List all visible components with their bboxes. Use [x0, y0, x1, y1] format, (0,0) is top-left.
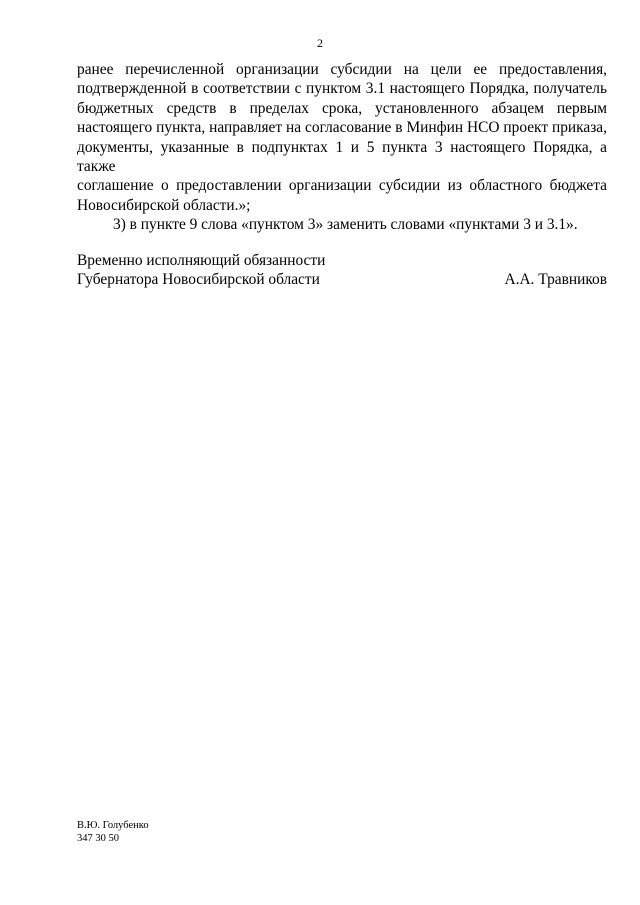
signatory-position-line1: Временно исполняющий обязанности [77, 252, 326, 269]
executor-phone: 347 30 50 [77, 833, 119, 844]
body-line: соглашение о предоставлении организации субсидии из областного бюджета [77, 177, 607, 195]
body-line: Новосибирской области.»; [77, 196, 251, 214]
body-line: документы, указанные в подпунктах 1 и 5 пункта 3 настоящего Порядка, а также [77, 138, 607, 176]
signature-row-2 [77, 270, 607, 289]
signature-row-1 [77, 251, 607, 270]
body-line: подтвержденной в соответствии с пунктом 3.1 настоящего Порядка, получатель [77, 80, 607, 98]
signatory-position-line2: Губернатора Новосибирской области [77, 271, 320, 289]
signature-block [77, 251, 607, 290]
body-line: бюджетных средств в пределах срока, установленного абзацем первым [77, 99, 607, 117]
executor-block [77, 819, 149, 845]
page-number: 2 [317, 36, 323, 50]
body-line: настоящего пункта, направляет на согласование в Минфин НСО проект приказа, [77, 119, 607, 137]
executor-name: В.Ю. Голубенко [77, 820, 149, 831]
body-line-item-3: 3) в пункте 9 слова «пунктом 3» заменить словами «пунктами 3 и 3.1». [113, 216, 578, 234]
signatory-name: А.А. Травников [504, 271, 607, 289]
body-line: ранее перечисленной организации субсидии на цели ее предоставления, [77, 61, 607, 78]
body-text [77, 60, 607, 235]
